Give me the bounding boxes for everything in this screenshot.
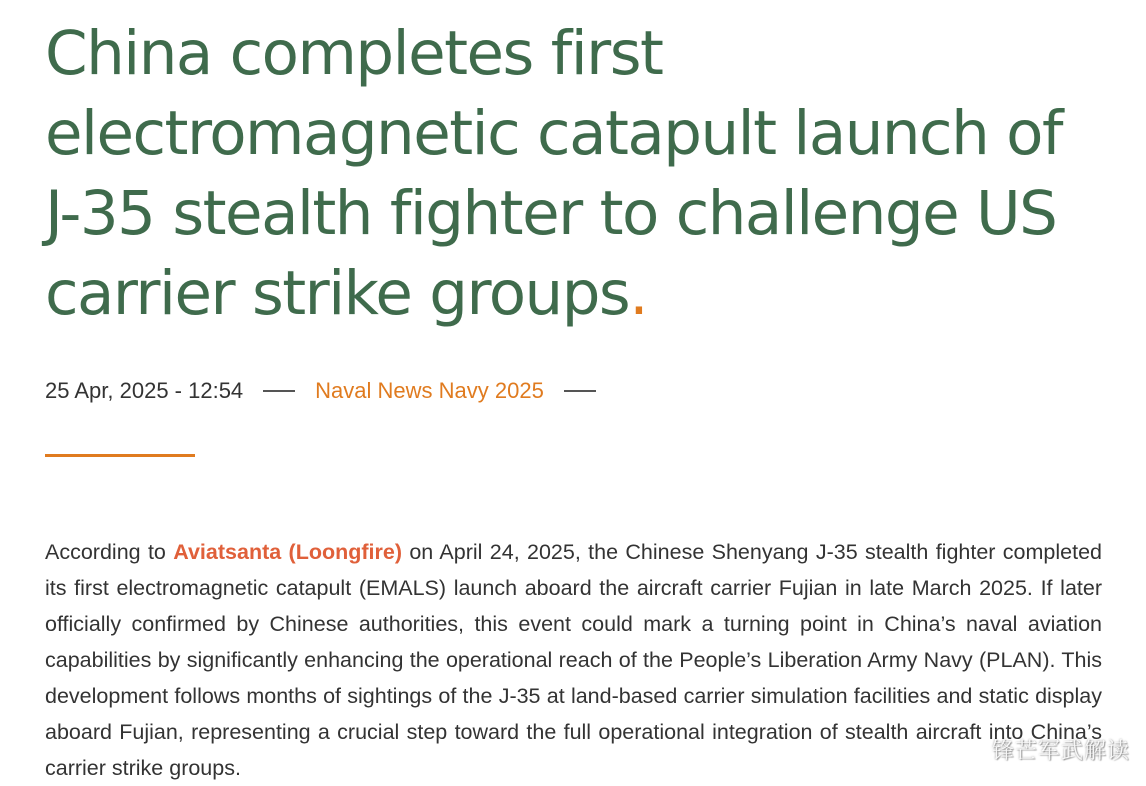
watermark: 锋芒军武解读 — [991, 739, 1130, 764]
meta-separator-trailing — [564, 390, 596, 392]
paragraph-intro: According to — [45, 540, 174, 564]
publish-date: 25 Apr, 2025 - 12:54 — [45, 378, 244, 403]
article-headline — [45, 14, 1105, 334]
category-link[interactable]: Naval News Navy 2025 — [315, 378, 544, 403]
article-paragraph — [45, 534, 1102, 786]
headline-end-dot: . — [629, 258, 648, 329]
meta-separator — [263, 390, 295, 392]
paragraph-text: on April 24, 2025, the Chinese Shenyang J-35 stealth fighter completed its first electromagnetic catapult (EMALS) launch aboard the aircraft carrier Fujian in late March 2025. If later officially confirmed by Chinese authorities, this event could mark a turning point in China’s naval aviation capabilities by significantly enhancing the operational reach of the People’s Liberation Army Navy (PLAN). This development follows months of sightings of the J-35 at land-based carrier simulation facilities and static display aboard Fujian, representing a crucial step toward the full operational integration of stealth aircraft into China’s carrier strike groups. — [45, 540, 1102, 780]
section-divider — [45, 454, 195, 457]
article-meta — [45, 363, 616, 419]
source-link[interactable]: Aviatsanta (Loongfire) — [173, 540, 402, 564]
headline-text: China completes first electromagnetic catapult launch of J-35 stealth fighter to challenge US carrier strike groups — [45, 18, 1062, 329]
